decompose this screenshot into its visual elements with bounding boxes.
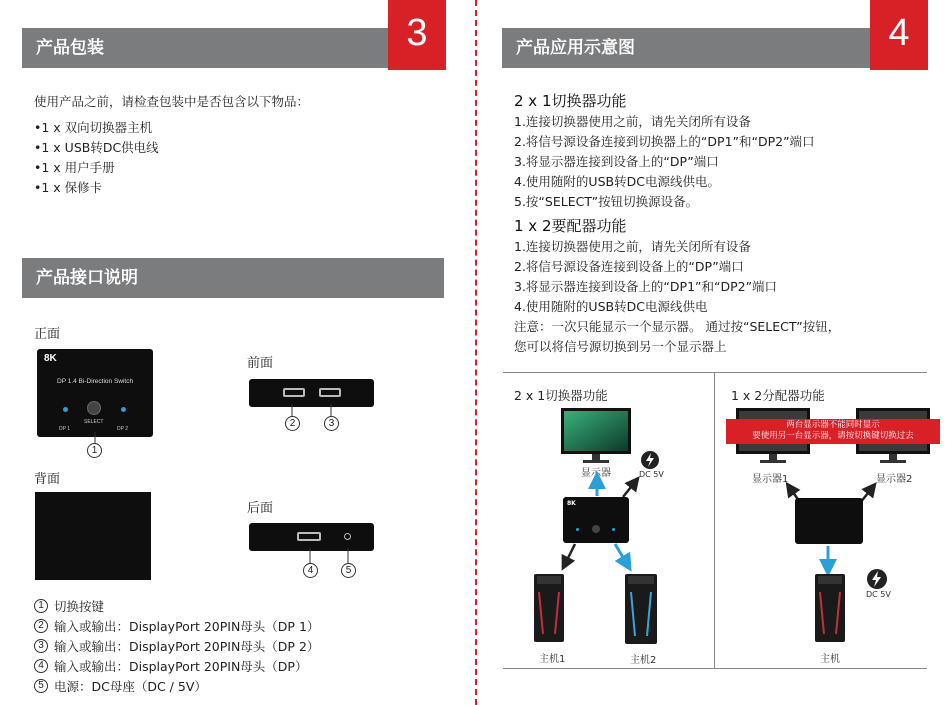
dc-label: DC 5V: [639, 470, 664, 479]
device-back-view: [35, 492, 151, 580]
page-number: 4: [870, 0, 928, 70]
dp2-text: DP 2: [117, 426, 129, 432]
device-name: DP 1.4 Bi-Direction Switch: [57, 378, 134, 385]
mini-led: [576, 528, 579, 531]
dp1-text: DP 1: [59, 426, 71, 432]
power-bolt-icon: [640, 450, 660, 470]
mini-badge: 8K: [567, 500, 576, 507]
warning-line: 要使用另一台显示器，请按切换键切换过去: [752, 431, 914, 441]
splitter-step: 2.将信号源设备连接到设备上的“DP”端口: [514, 259, 744, 274]
switch-step: 5.按“SELECT”按钮切换源设备。: [514, 194, 699, 209]
pc-tower-icon: [624, 572, 658, 646]
diagram-right-title: 1 x 2分配器功能: [731, 388, 825, 403]
dp-port-2: [319, 388, 341, 397]
splitter-step: 1.连接切换器使用之前，请先关闭所有设备: [514, 239, 751, 254]
monitor1-label: 显示器1: [752, 474, 789, 485]
diagram-left-title: 2 x 1切换器功能: [514, 388, 608, 403]
legend-number: 3: [34, 639, 48, 653]
switch-step: 4.使用随附的USB转DC电源线供电。: [514, 174, 720, 189]
package-item: •1 x USB转DC供电线: [34, 140, 159, 155]
splitter-note: 注意：一次只能显示一个显示器。 通过按“SELECT”按钮，: [514, 319, 841, 334]
pc-tower-icon: [814, 572, 846, 644]
legend-text: 输入或输出：DisplayPort 20PIN母头（DP 1）: [54, 619, 320, 634]
section-title: 产品应用示意图: [516, 38, 635, 58]
switch-device-rear-small: [795, 498, 863, 544]
legend-item: [34, 597, 104, 615]
splitter-heading: 1 x 2要配器功能: [514, 217, 627, 235]
legend-text: 输入或输出：DisplayPort 20PIN母头（DP）: [54, 659, 308, 674]
package-item: •1 x 双向切换器主机: [34, 120, 153, 135]
select-text: SELECT: [84, 419, 104, 425]
legend-item: [34, 677, 207, 695]
section-header-interfaces: [22, 258, 444, 298]
back-label: 背面: [34, 472, 61, 487]
host-label: 主机: [820, 654, 840, 665]
mini-button: [592, 525, 600, 533]
section-header-packaging: [22, 28, 392, 68]
host2-label: 主机2: [630, 655, 657, 666]
warning-line: 两台显示器不能同时显示: [786, 420, 880, 430]
device-top-view: [37, 349, 153, 437]
section-title: 产品接口说明: [36, 268, 138, 288]
warning-banner: [726, 419, 940, 444]
dp-port-1: [283, 388, 305, 397]
legend-text: 输入或输出：DisplayPort 20PIN母头（DP 2）: [54, 639, 320, 654]
package-item: •1 x 用户手册: [34, 160, 115, 175]
page-number: 3: [388, 0, 446, 70]
legend-item: [34, 657, 307, 675]
rear-side-label: 后面: [247, 501, 274, 516]
dp-port-out: [297, 532, 321, 541]
legend-number: 4: [34, 659, 48, 673]
host1-label: 主机1: [539, 654, 566, 665]
front-side-label: 前面: [247, 356, 274, 371]
front-label: 正面: [34, 327, 61, 342]
intro-text: 使用产品之前，请检查包装中是否包含以下物品：: [34, 94, 310, 109]
diagram-divider: [714, 372, 715, 669]
page-divider: [475, 0, 477, 705]
callout-1: 1: [87, 443, 102, 458]
package-item: •1 x 保修卡: [34, 180, 103, 195]
callout-5: 5: [341, 563, 356, 578]
monitor2-label: 显示器2: [876, 474, 913, 485]
mini-led: [612, 528, 615, 531]
section-title: 产品包装: [36, 38, 104, 58]
legend-number: 1: [34, 599, 48, 613]
legend-item: [34, 637, 319, 655]
switch-device-small: [563, 497, 629, 543]
legend-text: 切换按键: [54, 599, 105, 614]
switch-step: 2.将信号源设备连接到切换器上的“DP1”和“DP2”端口: [514, 134, 815, 149]
select-button: [87, 401, 101, 415]
callout-3: 3: [324, 416, 339, 431]
dc-label: DC 5V: [866, 590, 891, 599]
splitter-step: 4.使用随附的USB转DC电源线供电: [514, 299, 708, 314]
power-bolt-icon: [866, 568, 888, 590]
splitter-note: 您可以将信号源切换到另一个显示器上: [514, 339, 727, 354]
switch-step: 1.连接切换器使用之前，请先关闭所有设备: [514, 114, 751, 129]
switch-heading: 2 x 1切换器功能: [514, 92, 627, 110]
led-dp2: [121, 407, 126, 412]
legend-item: [34, 617, 319, 635]
legend-number: 2: [34, 619, 48, 633]
monitor-label: 显示器: [581, 468, 611, 479]
device-front-view: [249, 379, 374, 407]
device-rear-view: [249, 523, 374, 551]
callout-lines-rear: [300, 548, 360, 564]
pc-tower-icon: [533, 572, 565, 644]
legend-text: 电源：DC母座（DC / 5V）: [54, 679, 207, 694]
callout-4: 4: [303, 563, 318, 578]
switch-step: 3.将显示器连接到设备上的“DP”端口: [514, 154, 719, 169]
badge-8k: 8K: [44, 353, 57, 364]
dc-jack: [344, 533, 351, 540]
splitter-step: 3.将显示器连接到设备上的“DP1”和“DP2”端口: [514, 279, 778, 294]
section-header-application: [502, 28, 874, 68]
led-dp1: [63, 407, 68, 412]
callout-2: 2: [285, 416, 300, 431]
legend-number: 5: [34, 679, 48, 693]
monitor-icon: [561, 408, 631, 463]
